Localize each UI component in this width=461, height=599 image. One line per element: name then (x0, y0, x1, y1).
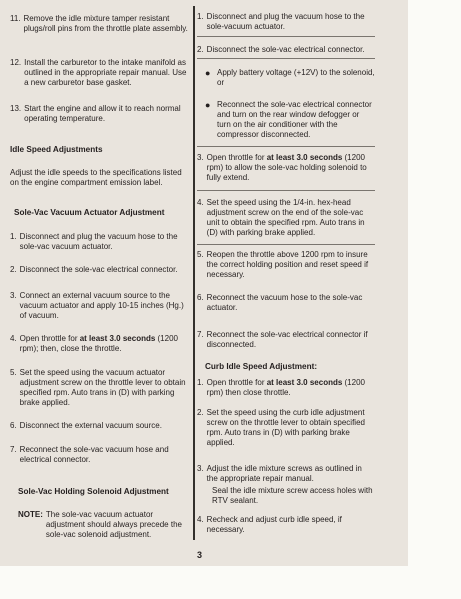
curb-step-1: 1. Open throttle for at least 3.0 seconds (1200 rpm) then close throttle. (197, 378, 365, 397)
solenoid-step-1: 1. Disconnect and plug the vacuum hose to the sole-vacuum actuator. (197, 12, 365, 31)
page-number: 3 (197, 550, 203, 560)
vacuum-step-1: 1. Disconnect and plug the vacuum hose to the sole-vac vacuum actuator. (10, 232, 178, 251)
bullet-icon: ● (205, 100, 211, 110)
divider-rule (197, 190, 375, 191)
solenoid-step-7: 7. Reconnect the sole-vac electrical connector if disconnected. (197, 330, 368, 349)
holding-solenoid-heading: Sole-Vac Holding Solenoid Adjustment (18, 487, 169, 496)
seal-text: Seal the idle mixture screw access holes with RTV sealant. (212, 486, 373, 505)
divider-rule (197, 244, 375, 245)
idle-speed-heading: Idle Speed Adjustments (10, 145, 103, 154)
vacuum-actuator-heading: Sole-Vac Vacuum Actuator Adjustment (14, 208, 165, 217)
note: NOTE: The sole-vac vacuum actuator adjustment should always precede the sole-vac solenoid adjustment. (18, 510, 182, 539)
divider-rule (197, 58, 375, 59)
bullet-reconnect: ● Reconnect the sole-vac electrical connector and turn on the rear window defogger or turn on the air conditioner with the compressor disconnected. (205, 100, 372, 139)
vacuum-step-7: 7. Reconnect the sole-vac vacuum hose and electrical connector. (10, 445, 169, 464)
step-13: 13. Start the engine and allow it to reach normal operating temperature. (10, 104, 181, 123)
step-11: 11. Remove the idle mixture tamper resistant plugs/roll pins from the throttle plate assembly. (10, 14, 188, 33)
curb-step-4: 4. Recheck and adjust curb idle speed, if necessary. (197, 515, 342, 534)
divider-rule (197, 36, 375, 37)
curb-idle-heading: Curb Idle Speed Adjustment: (205, 362, 318, 371)
vacuum-step-4: 4. Open throttle for at least 3.0 seconds (1200 rpm); then, close the throttle. (10, 334, 178, 353)
vacuum-step-2: 2. Disconnect the sole-vac electrical connector. (10, 265, 178, 274)
solenoid-step-4: 4. Set the speed using the 1/4-in. hex-head adjustment screw on the end of the sole-vac unit to obtain the specified rpm. Auto trans in (D) with parking brake applied. (197, 198, 365, 237)
curb-step-3: 3. Adjust the idle mixture screws as outlined in the appropriate repair manual. (197, 464, 362, 483)
vacuum-step-6: 6. Disconnect the external vacuum source. (10, 421, 162, 430)
bullet-icon: ● (205, 68, 211, 78)
column-divider (193, 6, 195, 540)
vacuum-step-3: 3. Connect an external vacuum source to the vacuum actuator and apply 10-15 inches (Hg.) of vacuum. (10, 291, 184, 320)
solenoid-step-5: 5. Reopen the throttle above 1200 rpm to insure the correct holding position and reset speed if necessary. (197, 250, 369, 279)
solenoid-step-2: 2. Disconnect the sole-vac electrical connector. (197, 45, 365, 54)
divider-rule (197, 146, 375, 147)
idle-speed-text: Adjust the idle speeds to the specifications listed on the engine compartment emission label. (10, 168, 182, 187)
curb-step-2: 2. Set the speed using the curb idle adjustment screw on the throttle lever to obtain specified rpm. Auto trans in (D) with parking brake applied. (197, 408, 365, 447)
vacuum-step-5: 5. Set the speed using the vacuum actuator adjustment screw on the throttle lever to obtain specified rpm. Auto trans in (D) with parking brake applied. (10, 368, 186, 407)
solenoid-step-6: 6. Reconnect the vacuum hose to the sole-vac actuator. (197, 293, 363, 312)
bullet-apply-voltage: ● Apply battery voltage (+12V) to the solenoid, or (205, 68, 375, 87)
step-12: 12. Install the carburetor to the intake manifold as outlined in the appropriate repair manual. Use a new carburetor base gasket. (10, 58, 187, 87)
solenoid-step-3: 3. Open throttle for at least 3.0 seconds (1200 rpm) to allow the sole-vac holding solenoid to fully extend. (197, 153, 367, 182)
